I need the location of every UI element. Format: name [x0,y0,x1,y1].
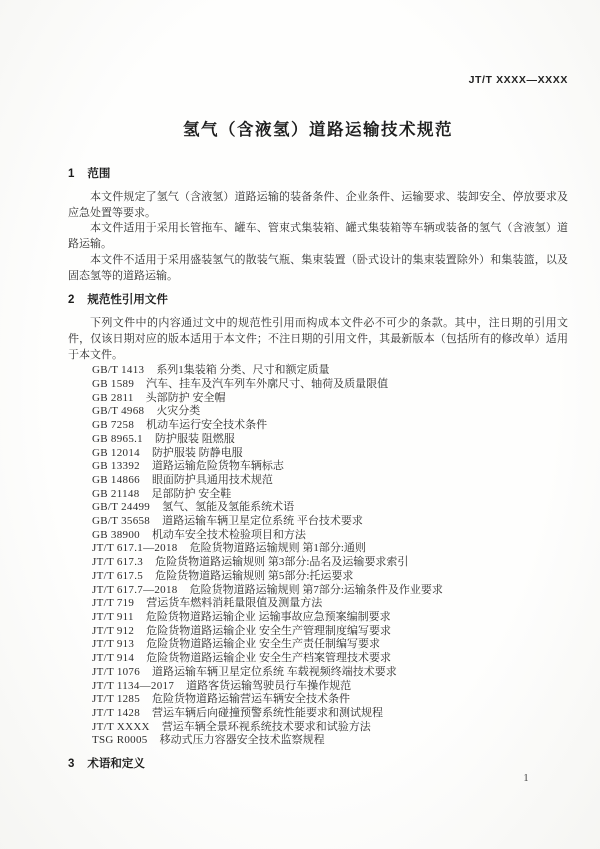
reference-code: JT/T 617.7—2018 [92,583,178,596]
section-3-number: 3 [68,758,75,771]
reference-title: 眼面防护具通用技术规范 [151,473,273,486]
section-terms [68,758,568,771]
reference-item [68,625,568,639]
document-title: 氢气（含液氢）道路运输技术规范 [183,121,453,139]
reference-title: 危险货物道路运输企业 安全生产档案管理技术要求 [146,652,391,665]
reference-item [68,378,568,392]
reference-list [68,364,568,748]
reference-code: JT/T 912 [92,624,135,637]
page-number: 1 [523,773,529,784]
reference-code: JT/T 913 [92,638,135,651]
reference-title: 道路运输车辆卫星定位系统 车载视频终端技术要求 [152,665,397,678]
reference-code: JT/T XXXX [92,720,150,733]
reference-title: 机动车运行安全技术条件 [146,419,268,432]
reference-code: JT/T 911 [92,610,134,623]
reference-item [68,734,568,748]
reference-title: 道路客货运输驾驶员行车操作规范 [186,679,352,692]
reference-code: JT/T 617.1—2018 [92,542,178,555]
reference-title: 防护服装 防静电服 [151,446,243,459]
reference-item [68,584,568,598]
reference-item [68,405,568,419]
reference-item [68,460,568,474]
page-content [68,0,568,771]
page-header [68,0,568,88]
reference-title: 危险货物道路运输规则 第1部分:通则 [189,542,366,555]
reference-item [68,433,568,447]
reference-title: 危险货物道路运输规则 第5部分:托运要求 [155,569,354,582]
reference-code: GB 7258 [92,419,135,432]
reference-title: 危险货物道路运输企业 安全生产责任制编写要求 [146,638,380,651]
reference-title: 危险货物道路运输营运车辆安全技术条件 [152,693,351,706]
section-2-intro [68,316,568,363]
reference-title: 火灾分类 [156,405,201,418]
section-2-number: 2 [68,294,75,307]
reference-item [68,556,568,570]
section-1-number: 1 [68,168,75,180]
reference-item [68,597,568,611]
section-1-paragraphs [68,190,568,284]
reference-item [68,529,568,543]
reference-title: 防护服装 阻燃服 [154,432,235,445]
reference-title: 道路运输车辆卫星定位系统 平台技术要求 [162,515,363,528]
reference-code: GB/T 1413 [92,364,145,377]
section-normative-references [68,294,568,748]
reference-code: JT/T 914 [92,652,135,665]
reference-title: 危险货物道路运输规则 第7部分:运输条件及作业要求 [189,583,443,596]
paragraph: 本文件不适用于采用盛装氢气的散装气瓶、集束装置（卧式设计的集束装置除外）和集装篮，以及固态氢等的道路运输。 [68,253,568,282]
reference-code: GB/T 4968 [92,405,145,418]
standard-code: JT/T XXXX—XXXX [468,74,568,86]
reference-title: 移动式压力容器安全技术监察规程 [159,734,325,747]
reference-item [68,707,568,721]
reference-item [68,693,568,707]
reference-item [68,542,568,556]
section-1-heading [68,168,568,181]
reference-title: 足部防护 安全鞋 [151,487,232,500]
reference-item [68,515,568,529]
reference-code: JT/T 1285 [92,693,141,706]
reference-title: 营运车辆全景环视系统技术要求和试验方法 [161,720,371,733]
paragraph: 下列文件中的内容通过文中的规范性引用而构成本文件必不可少的条款。其中，注日期的引用文件，仅该日期对应的版本适用于本文件；不注日期的引用文件，其最新版本（包括所有的修改单）适用于本文件。 [68,317,568,361]
reference-code: GB 8965.1 [92,432,143,445]
reference-item [68,488,568,502]
reference-code: JT/T 617.3 [92,556,144,569]
reference-title: 营运车辆后向碰撞预警系统性能要求和测试规程 [152,706,384,719]
section-2-heading [68,294,568,307]
reference-code: JT/T 1076 [92,665,141,678]
paragraph: 本文件适用于采用长管拖车、罐车、管束式集装箱、罐式集装箱等车辆或装备的氢气（含液氢）道路运输。 [68,222,568,251]
reference-item [68,611,568,625]
reference-title: 危险货物道路运输企业 运输事故应急预案编制要求 [145,610,391,623]
reference-item [68,447,568,461]
reference-code: JT/T 719 [92,597,135,610]
paragraph: 本文件规定了氢气（含液氢）道路运输的装备条件、企业条件、运输要求、装卸安全、停放要求及应急处置等要求。 [68,191,568,219]
reference-item [68,721,568,735]
reference-code: GB 21148 [92,487,140,500]
reference-title: 头部防护 安全帽 [145,391,226,404]
reference-title: 危险货物道路运输企业 安全生产管理制度编写要求 [146,624,391,637]
section-scope [68,168,568,284]
section-3-heading-text: 术语和定义 [87,758,145,771]
reference-title: 汽车、挂车及汽车列车外廓尺寸、轴荷及质量限值 [146,378,389,391]
reference-title: 氢气、氢能及氢能系统术语 [162,501,295,514]
reference-code: JT/T 1428 [92,706,141,719]
reference-item [68,652,568,666]
reference-title: 危险货物道路运输规则 第3部分:品名及运输要求索引 [155,556,409,569]
reference-item [68,680,568,694]
reference-code: TSG R0005 [92,734,148,747]
reference-title: 道路运输危险货物车辆标志 [151,460,284,473]
reference-title: 系列1集装箱 分类、尺寸和额定质量 [156,364,330,377]
reference-code: GB/T 24499 [92,501,151,514]
reference-item [68,419,568,433]
reference-code: JT/T 1134—2017 [92,679,175,692]
reference-code: GB 2811 [92,391,134,404]
reference-code: GB 1589 [92,378,135,391]
reference-title: 机动车安全技术检验项目和方法 [151,528,306,541]
reference-item [68,392,568,406]
reference-item [68,666,568,680]
reference-item [68,474,568,488]
reference-code: GB/T 35658 [92,515,151,528]
reference-code: GB 13392 [92,460,140,473]
reference-item [68,501,568,515]
reference-item [68,638,568,652]
reference-item [68,364,568,378]
section-1-heading-text: 范围 [87,168,111,180]
reference-title: 营运货车燃料消耗量限值及测量方法 [146,597,323,610]
reference-code: GB 14866 [92,473,140,486]
section-2-heading-text: 规范性引用文件 [87,294,168,307]
section-3-heading [68,758,568,771]
reference-code: JT/T 617.5 [92,569,144,582]
reference-code: GB 12014 [92,446,140,459]
reference-item [68,570,568,584]
reference-code: GB 38900 [92,528,140,541]
